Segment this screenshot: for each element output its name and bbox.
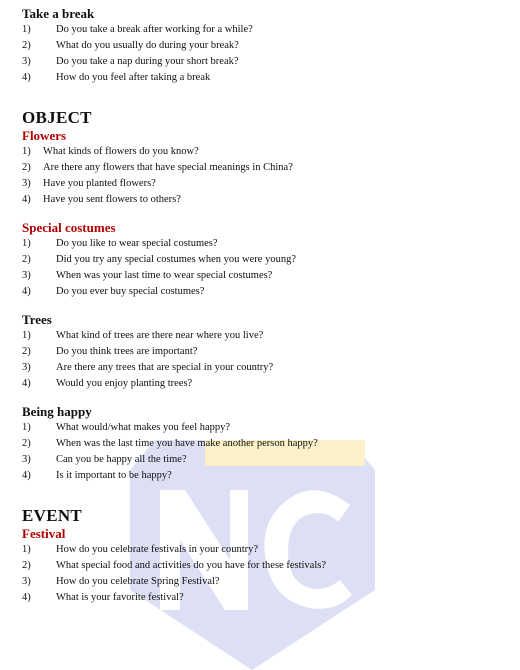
- flowers-questions: [22, 144, 512, 208]
- question-text: What kinds of flowers do you know?: [43, 146, 199, 157]
- question-text: Have you planted flowers?: [43, 178, 156, 189]
- question-text: Have you sent flowers to others?: [43, 194, 181, 205]
- question-text: How do you celebrate Spring Festival?: [56, 576, 220, 587]
- question-text: When was your last time to wear special costumes?: [56, 270, 273, 281]
- list-item: [22, 252, 512, 268]
- question-text: Would you enjoy planting trees?: [56, 378, 193, 389]
- item-number: 3): [22, 362, 31, 373]
- item-number: 4): [22, 286, 31, 297]
- item-number: 4): [22, 592, 31, 603]
- list-item: [22, 22, 512, 38]
- item-number: 1): [22, 422, 31, 433]
- section-title-take-a-break: Take a break: [22, 6, 95, 21]
- section-title-flowers: Flowers: [22, 128, 67, 143]
- list-item: [22, 574, 512, 590]
- special-costumes-questions: [22, 236, 512, 300]
- question-text: Are there any trees that are special in your country?: [56, 362, 274, 373]
- section-title-festival: Festival: [22, 526, 66, 541]
- item-number: 3): [22, 178, 31, 189]
- section-title-trees: Trees: [22, 312, 52, 327]
- item-number: 1): [22, 330, 31, 341]
- question-text: How do you celebrate festivals in your country?: [56, 544, 259, 555]
- list-item: [22, 344, 512, 360]
- item-number: 3): [22, 270, 31, 281]
- question-text: What special food and activities do you have for these festivals?: [56, 560, 326, 571]
- question-text: When was the last time you have make another person happy?: [56, 438, 318, 449]
- question-text: What kind of trees are there near where you live?: [56, 330, 264, 341]
- list-item: [22, 376, 512, 392]
- section-title-special-costumes: Special costumes: [22, 220, 116, 235]
- item-number: 2): [22, 254, 31, 265]
- question-text: Did you try any special costumes when you were young?: [56, 254, 296, 265]
- question-text: Do you think trees are important?: [56, 346, 198, 357]
- item-number: 4): [22, 378, 31, 389]
- question-text: Can you be happy all the time?: [56, 454, 187, 465]
- list-item: [22, 192, 512, 208]
- list-item: [22, 420, 512, 436]
- list-item: [22, 542, 512, 558]
- list-item: [22, 176, 512, 192]
- question-text: What is your favorite festival?: [56, 592, 184, 603]
- category-title-object: OBJECT: [22, 108, 92, 127]
- list-item: [22, 590, 512, 606]
- being-happy-questions: [22, 420, 512, 484]
- list-item: [22, 468, 512, 484]
- festival-questions: [22, 542, 512, 606]
- content: [22, 6, 512, 606]
- item-number: 2): [22, 162, 31, 173]
- item-number: 3): [22, 576, 31, 587]
- item-number: 4): [22, 470, 31, 481]
- question-text: Is it important to be happy?: [56, 470, 172, 481]
- list-item: [22, 558, 512, 574]
- question-text: Do you ever buy special costumes?: [56, 286, 205, 297]
- question-text: Are there any flowers that have special meanings in China?: [43, 162, 293, 173]
- list-item: [22, 160, 512, 176]
- item-number: 2): [22, 40, 31, 51]
- trees-questions: [22, 328, 512, 392]
- list-item: [22, 144, 512, 160]
- question-text: What do you usually do during your break?: [56, 40, 239, 51]
- item-number: 2): [22, 346, 31, 357]
- list-item: [22, 38, 512, 54]
- item-number: 1): [22, 544, 31, 555]
- list-item: [22, 284, 512, 300]
- item-number: 2): [22, 438, 31, 449]
- question-text: What would/what makes you feel happy?: [56, 422, 231, 433]
- item-number: 1): [22, 238, 31, 249]
- take-a-break-questions: [22, 22, 512, 86]
- item-number: 1): [22, 146, 31, 157]
- item-number: 1): [22, 24, 31, 35]
- list-item: [22, 360, 512, 376]
- item-number: 3): [22, 454, 31, 465]
- question-text: Do you take a break after working for a while?: [56, 24, 253, 35]
- item-number: 4): [22, 194, 31, 205]
- list-item: [22, 54, 512, 70]
- list-item: [22, 452, 512, 468]
- list-item: [22, 268, 512, 284]
- list-item: [22, 436, 512, 452]
- list-item: [22, 236, 512, 252]
- section-title-being-happy: Being happy: [22, 404, 92, 419]
- item-number: 4): [22, 72, 31, 83]
- list-item: [22, 70, 512, 86]
- list-item: [22, 328, 512, 344]
- category-title-event: EVENT: [22, 506, 83, 525]
- item-number: 3): [22, 56, 31, 67]
- item-number: 2): [22, 560, 31, 571]
- question-text: Do you like to wear special costumes?: [56, 238, 218, 249]
- question-text: How do you feel after taking a break: [56, 72, 211, 83]
- question-text: Do you take a nap during your short break?: [56, 56, 239, 67]
